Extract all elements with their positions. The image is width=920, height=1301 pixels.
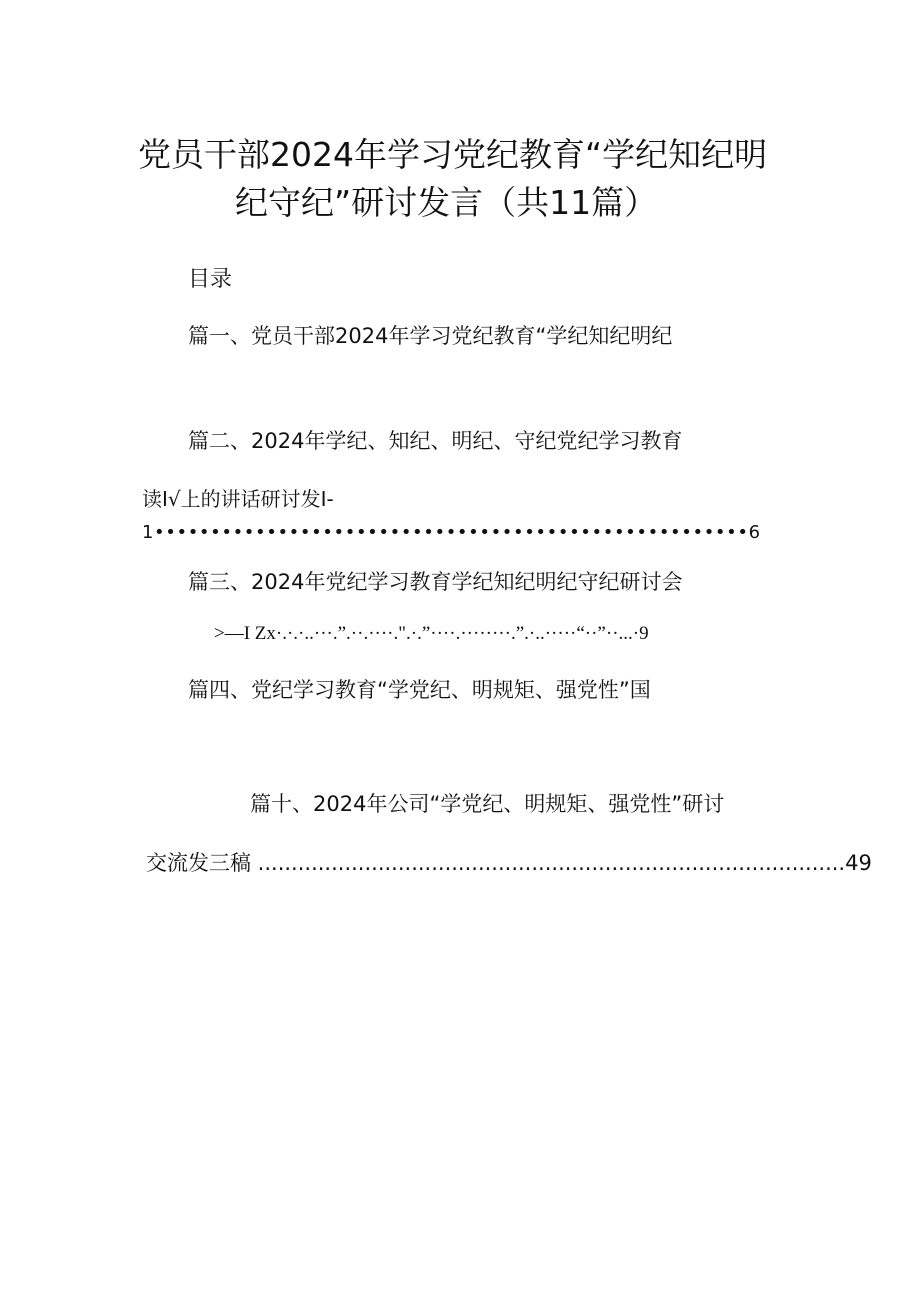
- toc-entry-3-leader-page: >—I Zx·.·.·..···.”.··.····.".·.”····.········.”.·..·····“··”··...·9: [214, 623, 649, 644]
- toc-entry-2-leader-page: 1•••••••••••••••••••••••••••••••••••••••••••••••••••••6: [142, 522, 761, 543]
- document-title-line-2: 纪守纪”研讨发言（共11篇）: [235, 183, 658, 222]
- toc-entry-4-line-1: 篇四、党纪学习教育“学党纪、明规矩、强党性”国: [188, 678, 651, 702]
- toc-entry-3-line-1: 篇三、2024年党纪学习教育学纪知纪明纪守纪研讨会: [188, 570, 683, 594]
- toc-entry-1: 篇一、党员干部2024年学习党纪教育“学纪知纪明纪: [188, 324, 673, 348]
- toc-heading: 目录: [188, 267, 233, 292]
- toc-entry-2-line-1: 篇二、2024年学纪、知纪、明纪、守纪党纪学习教育: [188, 429, 683, 453]
- toc-entry-2-line-2: 读I√上的讲话研讨发I-: [142, 487, 334, 511]
- toc-entry-10-leader-page: 交流发三稿 ........................................................................................49: [146, 851, 872, 875]
- document-title-line-1: 党员干部2024年学习党纪教育“学纪知纪明: [138, 135, 768, 174]
- toc-entry-10-line-1: 篇十、2024年公司“学党纪、明规矩、强党性”研讨: [250, 792, 725, 816]
